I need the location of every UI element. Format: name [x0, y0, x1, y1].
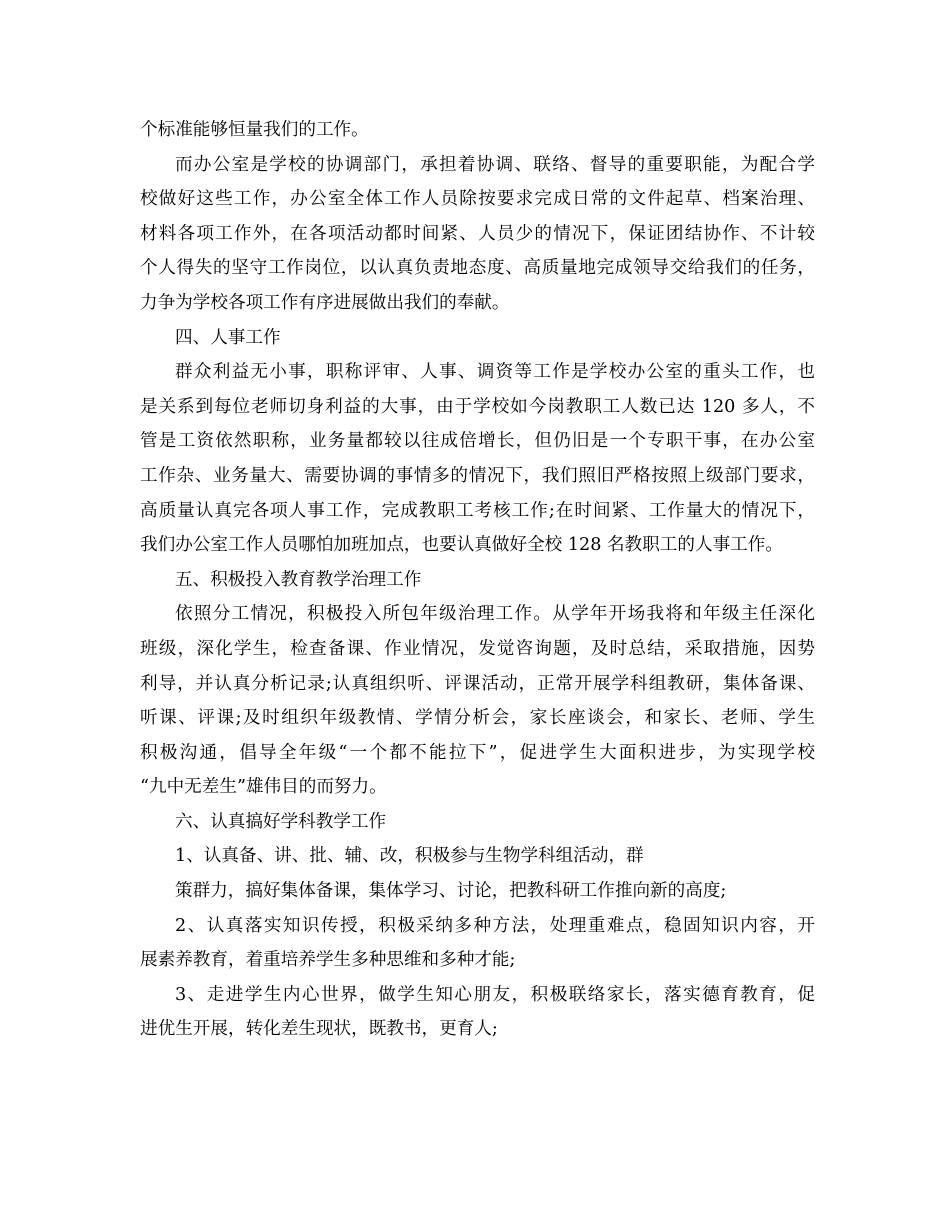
text-line: 材料各项工作外，在各项活动都时间紧、人员少的情况下，保证团结协作、不计较: [140, 223, 815, 244]
text-line: 策群力，搞好集体备课，集体学习、讨论，把教科研工作推向新的高度;: [175, 881, 727, 902]
text-line: 听课、评课;及时组织年级教情、学情分析会，家长座谈会，和家长、老师、学生: [140, 708, 815, 729]
text-line: 个标准能够恒量我们的工作。: [140, 120, 369, 140]
text-line: 而办公室是学校的协调部门，承担着协调、联络、督导的重要职能，为配合学: [175, 154, 815, 175]
text-line: 五、积极投入教育教学治理工作: [175, 569, 422, 590]
text-line: 1、认真备、讲、批、辅、改，积极参与生物学科组活动，群: [175, 846, 644, 867]
text-line: 依照分工情况，积极投入所包年级治理工作。从学年开场我将和年级主任深化: [175, 604, 815, 625]
text-line: 个人得失的坚守工作岗位，以认真负责地态度、高质量地完成领导交给我们的任务，: [140, 258, 815, 279]
document-body: [140, 113, 815, 1047]
text-line: 展素养教育，着重培养学生多种思维和多种才能;: [140, 950, 516, 971]
text-line: 进优生开展，转化差生现状，既教书，更育人;: [140, 1019, 498, 1040]
text-line: 高质量认真完各项人事工作，完成教职工考核工作;在时间紧、工作量大的情况下，: [140, 500, 815, 521]
text-line: 管是工资依然职称，业务量都较以往成倍增长，但仍旧是一个专职干事，在办公室: [140, 431, 815, 452]
text-line: 3、走进学生内心世界，做学生知心朋友，积极联络家长，落实德育教育，促: [175, 984, 815, 1005]
text-line: 力争为学校各项工作有序进展做出我们的奉献。: [140, 292, 510, 313]
text-line: 四、人事工作: [175, 327, 281, 348]
text-line: 群众利益无小事，职称评审、人事、调资等工作是学校办公室的重头工作，也: [175, 362, 815, 383]
text-line: 校做好这些工作，办公室全体工作人员除按要求完成日常的文件起草、档案治理、: [140, 189, 815, 210]
text-line: 2、认真落实知识传授，积极采纳多种方法，处理重难点，稳固知识内容，开: [175, 915, 815, 936]
text-line: 是关系到每位老师切身利益的大事，由于学校如今岗教职工人数已达 120 多人，不: [140, 396, 815, 417]
document-page: [140, 113, 815, 1047]
text-line: “九中无差生”雄伟目的而努力。: [140, 777, 387, 798]
text-line: 班级，深化学生，检查备课、作业情况，发觉咨询题，及时总结，采取措施，因势: [140, 638, 815, 659]
text-line: 我们办公室工作人员哪怕加班加点，也要认真做好全校 128 名教职工的人事工作。: [140, 535, 783, 556]
text-line: 六、认真搞好学科教学工作: [175, 811, 387, 832]
text-line: 利导，并认真分析记录;认真组织听、评课活动，正常开展学科组教研，集体备课、: [140, 673, 815, 694]
text-line: 工作杂、业务量大、需要协调的事情多的情况下，我们照旧严格按照上级部门要求，: [140, 465, 815, 486]
text-line: 积极沟通，倡导全年级“一个都不能拉下”，促进学生大面积进步，为实现学校: [140, 742, 815, 763]
